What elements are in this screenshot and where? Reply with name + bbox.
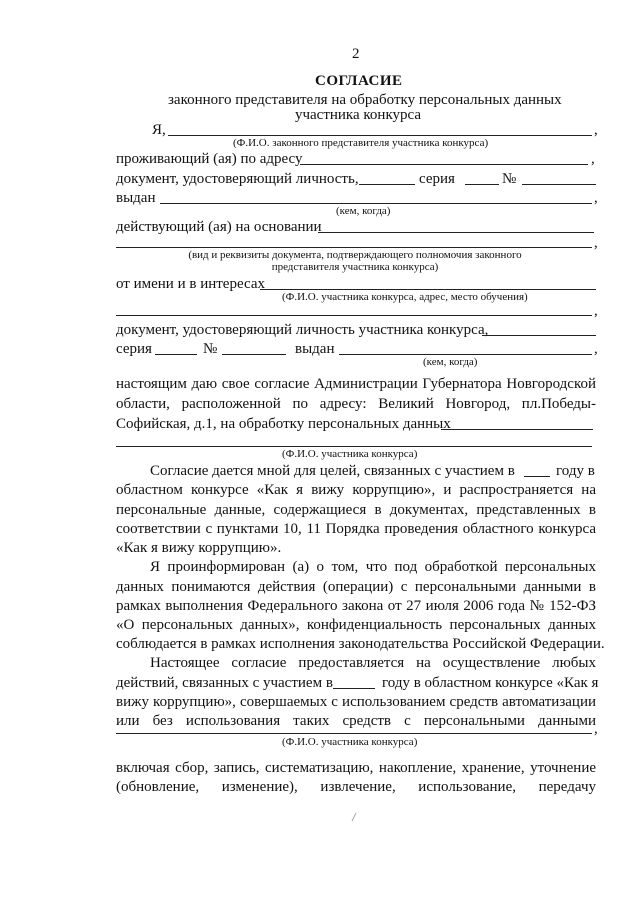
document-title: СОГЛАСИЕ: [315, 73, 403, 89]
label-residing: проживающий (ая) по адресу: [116, 151, 303, 167]
label-issued: выдан: [116, 190, 156, 206]
consent-line-2: области, расположенной по адресу: Великий Новгород, пл.Победы-: [116, 396, 596, 412]
field-representative-name[interactable]: [168, 135, 592, 136]
field-number[interactable]: [522, 184, 596, 185]
label-ya: Я,: [152, 122, 166, 138]
field-address[interactable]: [300, 164, 588, 165]
field-participant-scope[interactable]: [116, 733, 592, 734]
field-participant[interactable]: [260, 289, 596, 290]
comma: ,: [594, 190, 598, 206]
caption-authority-document-1: (вид и реквизиты документа, подтверждающего полномочия законного: [188, 249, 522, 261]
field-seria-2[interactable]: [155, 354, 197, 355]
comma: ,: [594, 341, 598, 357]
field-issued-by-2[interactable]: [339, 354, 592, 355]
field-issued-by[interactable]: [160, 203, 592, 204]
paragraph-scope-line-3: вижу коррупцию», совершаемых с использованием средств автоматизации: [116, 694, 596, 710]
consent-line-1: настоящим даю свое согласие Администрации Губернатора Новгородской: [116, 376, 596, 392]
label-participant-id-document: документ, удостоверяющий личность участника конкурса,: [116, 322, 489, 338]
label-number-2: №: [203, 341, 218, 357]
comma: ,: [594, 235, 598, 251]
caption-participant-fio-2: (Ф.И.О. участника конкурса): [282, 736, 418, 748]
caption-representative-fio: (Ф.И.О. законного представителя участника конкурса): [233, 137, 489, 149]
page-number: 2: [352, 46, 360, 62]
label-acting-basis: действующий (ая) на основании: [116, 219, 322, 235]
paragraph-informed-line-2: данных понимаются действия (операции) с персональными данными в: [116, 579, 596, 595]
paragraph-purpose-line-1b: году в: [556, 463, 595, 479]
field-basis[interactable]: [318, 232, 594, 233]
paragraph-informed-line-3: рамках выполнения Федерального закона от 27 июля 2006 года № 152-ФЗ: [116, 598, 596, 614]
label-seria-2: серия: [116, 341, 152, 357]
paragraph-scope-line-2b: году в областном конкурсе «Как я: [382, 675, 599, 691]
caption-authority-document-2: представителя участника конкурса): [271, 261, 439, 273]
field-participant-personal-data[interactable]: [441, 429, 593, 430]
field-doc-type[interactable]: [359, 184, 415, 185]
paragraph-purpose-line-2: областном конкурсе «Как я вижу коррупцию», и распространяется на: [116, 482, 596, 498]
document-subtitle-line-1: законного представителя на обработку персональных данных: [168, 92, 562, 108]
field-year-1[interactable]: [524, 476, 550, 477]
label-seria: серия: [419, 171, 455, 187]
field-participant-personal-data-continued[interactable]: [116, 446, 592, 447]
comma: ,: [594, 122, 598, 138]
field-seria[interactable]: [465, 184, 499, 185]
field-participant-doc-type[interactable]: [482, 335, 596, 336]
label-id-document: документ, удостоверяющий личность,: [116, 171, 359, 187]
caption-participant-full: (Ф.И.О. участника конкурса, адрес, место обучения): [282, 291, 528, 303]
comma: ,: [594, 721, 598, 737]
label-issued-2: выдан: [295, 341, 335, 357]
consent-line-3: Софийская, д.1, на обработку персональных данных: [116, 416, 451, 432]
paragraph-purpose-line-4: соответствии с пунктами 10, 11 Порядка проведения областного конкурса: [116, 521, 596, 537]
paragraph-informed-line-1: Я проинформирован (а) о том, что под обработкой персональных: [150, 559, 596, 575]
label-number: №: [502, 171, 517, 187]
document-subtitle-line-2: участника конкурса: [294, 107, 422, 123]
paragraph-informed-line-4: «О персональных данных», конфиденциальность персональных данных: [116, 617, 596, 633]
field-participant-continued[interactable]: [116, 315, 592, 316]
comma: ,: [591, 151, 595, 167]
paragraph-actions-line-2: (обновление, изменение), извлечение, использование, передачу: [116, 779, 596, 795]
scan-mark-icon: [350, 812, 358, 822]
paragraph-scope-line-2a: действий, связанных с участием в: [116, 675, 333, 691]
comma: ,: [594, 303, 598, 319]
paragraph-purpose-line-5: «Как я вижу коррупцию».: [116, 540, 282, 556]
field-basis-continued[interactable]: [116, 247, 592, 248]
paragraph-scope-line-4: или без использования таких средств с персональными данными: [116, 713, 596, 729]
caption-issued-when: (кем, когда): [336, 205, 391, 217]
paragraph-purpose-line-1a: Согласие дается мной для целей, связанных с участием в: [150, 463, 515, 479]
paragraph-actions-line-1: включая сбор, запись, систематизацию, накопление, хранение, уточнение: [116, 760, 596, 776]
field-number-2[interactable]: [222, 354, 286, 355]
paragraph-scope-line-1: Настоящее согласие предоставляется на осуществление любых: [150, 655, 596, 671]
paragraph-purpose-line-3: персональные данные, содержащиеся в документах, представленных в: [116, 502, 596, 518]
field-year-2[interactable]: [333, 688, 375, 689]
caption-participant-fio-1: (Ф.И.О. участника конкурса): [282, 448, 418, 460]
scan-mark: [350, 812, 358, 825]
label-on-behalf: от имени и в интересах: [116, 276, 265, 292]
paragraph-informed-line-5: соблюдается в рамках исполнения законодательства Российской Федерации.: [116, 636, 605, 652]
caption-issued-when-2: (кем, когда): [423, 356, 478, 368]
